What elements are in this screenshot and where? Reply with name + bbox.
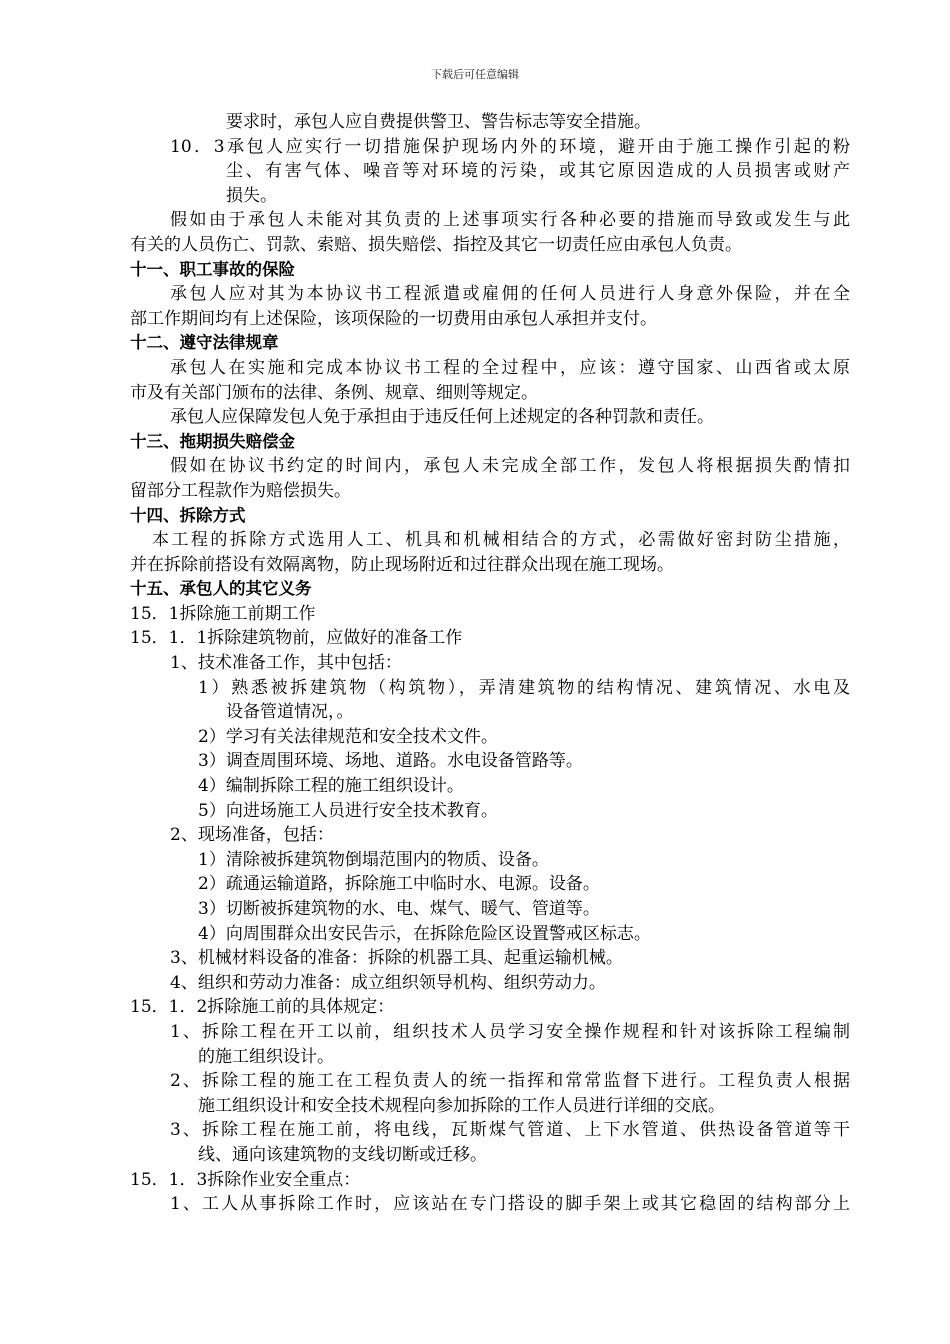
document-body	[130, 110, 850, 1217]
text-line: 15．1．2拆除施工前的具体规定：	[130, 997, 395, 1018]
text-line: 要求时，承包人应自费提供警卫、警告标志等安全措施。	[226, 112, 651, 132]
text-line: 2）疏通运输道路，拆除施工中临时水、电源。设备。	[198, 874, 600, 895]
text-line: 部工作期间均有上述保险，该项保险的一切费用由承包人承担并支付。	[130, 308, 657, 329]
text-line: 本工程的拆除方式选用人工、机具和机械相结合的方式，必需做好密封防尘措施，	[152, 530, 850, 551]
text-line: 5）向进场施工人员进行安全技术教育。	[198, 800, 498, 821]
section-heading: 十三、拖期损失赔偿金	[130, 431, 295, 451]
text-line: 3、机械材料设备的准备：拆除的机器工具、起重运输机械。	[170, 948, 623, 969]
text-line: 尘、有害气体、噪音等对环境的污染，或其它原因造成的人员损害或财产	[226, 161, 850, 182]
text-line: 15．1．1拆除建筑物前，应做好的准备工作	[130, 628, 463, 649]
text-line: 市及有关部门颁布的法律、条例、规章、细则等规定。	[130, 382, 538, 403]
text-line: 假如由于承包人未能对其负责的上述事项实行各种必要的措施而导致或发生与此	[170, 210, 850, 231]
text-line: 4）编制拆除工程的施工组织设计。	[198, 776, 464, 797]
text-line: 4）向周围群众出安民告示，在拆除危险区设置警戒区标志。	[198, 923, 651, 944]
text-line: 有关的人员伤亡、罚款、索赔、损失赔偿、指控及其它一切责任应由承包人负责。	[130, 234, 742, 255]
text-line: 2、现场准备，包括：	[170, 825, 334, 846]
text-line: 并在拆除前搭设有效隔离物，防止现场附近和过往群众出现在施工现场。	[130, 554, 674, 575]
text-line: 承包人在实施和完成本协议书工程的全过程中，应该：遵守国家、山西省或太原	[170, 357, 850, 378]
text-line: 3、拆除工程在施工前，将电线，瓦斯煤气管道、上下水管道、供热设备管道等干	[170, 1120, 850, 1141]
text-line: 的施工组织设计。	[198, 1046, 334, 1067]
text-line: 假如在协议书约定的时间内，承包人未完成全部工作，发包人将根据损失酌情扣	[170, 456, 850, 477]
text-line: 2）学习有关法律规范和安全技术文件。	[198, 726, 498, 747]
text-line: 损失。	[226, 185, 277, 206]
text-line: 承包人应对其为本协议书工程派遣或雇佣的任何人员进行人身意外保险，并在全	[170, 284, 850, 305]
section-heading: 十一、职工事故的保险	[130, 259, 295, 279]
text-line: 1）熟悉被拆建筑物（构筑物），弄清建筑物的结构情况、建筑情况、水电及	[198, 677, 850, 698]
text-line: 1）清除被拆建筑物倒塌范围内的物质、设备。	[198, 849, 549, 870]
section-heading: 十四、拆除方式	[130, 505, 246, 525]
text-line: 4、组织和劳动力准备：成立组织领导机构、组织劳动力。	[170, 972, 606, 993]
text-line: 2、拆除工程的施工在工程负责人的统一指挥和常常监督下进行。工程负责人根据	[170, 1071, 850, 1092]
text-line: 设备管道情况，。	[226, 702, 354, 723]
text-line: 3）调查周围环境、场地、道路。水电设备管路等。	[198, 751, 583, 772]
text-line: 1、工人从事拆除工作时，应该站在专门搭设的脚手架上或其它稳固的结构部分上	[170, 1194, 850, 1215]
text-line: 10．3承包人应实行一切措施保护现场内外的环境，避开由于施工操作引起的粉	[170, 136, 850, 157]
section-heading: 十二、遵守法律规章	[130, 333, 279, 353]
text-line: 承包人应保障发包人免于承担由于违反任何上述规定的各种罚款和责任。	[170, 407, 714, 428]
text-line: 1、技术准备工作，其中包括：	[170, 653, 402, 674]
text-line: 1、拆除工程在开工以前，组织技术人员学习安全操作规程和针对该拆除工程编制	[170, 1021, 850, 1042]
text-line: 留部分工程款作为赔偿损失。	[130, 480, 351, 501]
section-heading: 十五、承包人的其它义务	[130, 579, 312, 599]
text-line: 15．1．3拆除作业安全重点：	[130, 1169, 361, 1190]
page-header: 下载后可任意编辑	[431, 68, 519, 81]
text-line: 施工组织设计和安全技术规程向参加拆除的工作人员进行详细的交底。	[198, 1095, 725, 1116]
text-line: 线、通向该建筑物的支线切断或迁移。	[198, 1144, 487, 1165]
text-line: 3）切断被拆建筑物的水、电、煤气、暖气、管道等。	[198, 899, 600, 919]
text-line: 15．1拆除施工前期工作	[130, 603, 316, 624]
